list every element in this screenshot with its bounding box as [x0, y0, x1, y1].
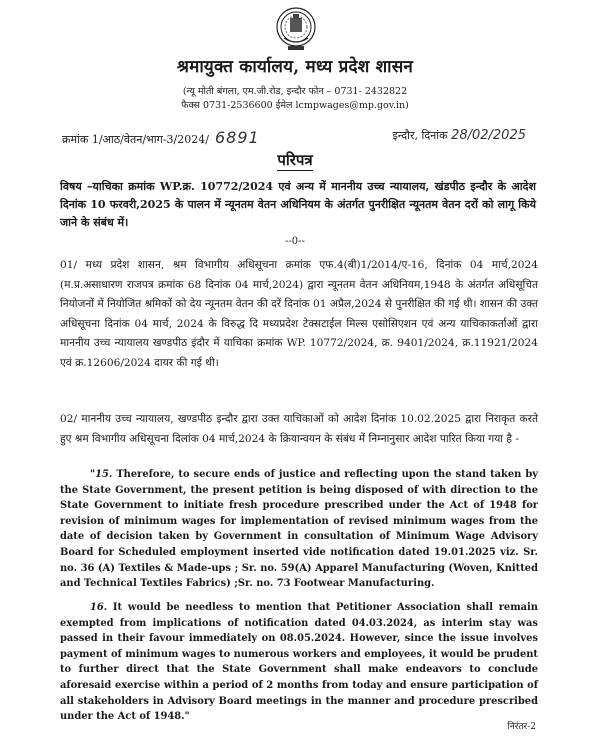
circular-title — [0, 150, 590, 170]
office-title: श्रमायुक्त कार्यालय, मध्य प्रदेश शासन — [176, 57, 414, 77]
place-date-label: इन्दौर, दिनांक — [392, 129, 448, 142]
reference-number — [62, 128, 260, 147]
subject-line: विषय –याचिका क्रमांक WP.क्र. 10772/2024 एवं अन्य में माननीय उच्च न्यायालय, खंडपीठ इन्दौर के आदेश दिनांक 10 फरवरी,2025 के पालन में न्यूनतम वेतन अधिनियम के अंतर्गत पुनरीक्षित न्यूनतम वेतन दरों को लागू किये जाने के संबंध में। — [60, 180, 536, 229]
court-order-quote-16 — [60, 600, 538, 725]
separator: --0-- — [285, 236, 305, 247]
reference-number-label: क्रमांक 1/आठ/वेतन/भाग-3/2024/ — [62, 133, 209, 146]
date-handwritten: 28/02/2025 — [451, 128, 526, 143]
quote-number: "15. — [90, 469, 113, 480]
circular-title-text: परिपत्र — [277, 151, 313, 169]
office-contact: फैक्स 0731-2536600 ईमेल lcmpwages@mp.gov.in) — [181, 100, 409, 111]
reference-number-handwritten: 6891 — [214, 128, 260, 147]
continuation-marker: निरंतर-2 — [507, 722, 536, 732]
state-emblem-icon — [274, 6, 318, 52]
quote-text: It would be needless to mention that Petitioner Association shall remain exempted from implications of notification dated 04.03.2024, as interim stay was passed in their favour immediately on 08.05.2024. However, since the issue involves payment of minimum wages to numerous workers and employees, it would be prudent to further direct that the State Government shall make endeavors to conclude aforesaid exercise within a period of 2 months from today and ensure participation of all stakeholders in Advisory Board meetings in the manner and procedure prescribed under the Act of 1948." — [60, 602, 538, 723]
court-order-quote-15 — [60, 467, 538, 592]
quote-number: 16. — [90, 602, 108, 613]
office-address: (न्यू मोती बंगला, एम.जी.रोड, इन्दौर फोन – 0731- 2432822 — [182, 86, 408, 97]
quote-text: Therefore, to secure ends of justice and reflecting upon the stand taken by the State Government, the present petition is being disposed of with direction to the State Government to initiate fresh procedure prescribed under the Act of 1948 for revision of minimum wages for implementation of revised minimum wages from the date of decision taken by Government in consultation of Minimum Wage Advisory Board for Scheduled employment inserted vide notification dated 19.01.2025 viz. Sr. no. 36 (A) Textiles & Made-ups ; Sr. no. 59(A) Apparel Manufacturing (Woven, Knitted and Technical Textiles Fabrics) ;Sr. no. 73 Footwear Manufacturing. — [60, 469, 538, 590]
place-date — [392, 128, 526, 143]
paragraph-01: 01/ मध्य प्रदेश शासन, श्रम विभागीय अधिसूचना क्रमांक एफ.4(बी)1/2014/ए-16, दिनांक 04 मार्च,2024 (म.प्र.असाधारण राजपत्र क्रमांक 68 दिनांक 04 मार्च,2024) द्वारा न्यूनतम वेतन अधिनियम,1948 के अंतर्गत अधिसूचित नियोजनों में नियोजित श्रमिकों को देय न्यूनतम वेतन की दरें दिनांक 01 अप्रैल,2024 से पुनरीक्षित की गई थी। शासन की उक्त अधिसूचना दिनांक 04 मार्च, 2024 के विरुद्ध दि मध्यप्रदेश टेक्सटाईल मिल्स एसोसिएशन एवं अन्य याचिकाकर्ताओं द्वारा माननीय उच्च न्यायालय खण्डपीठ इंदौर में याचिका क्रमांक WP. 10772/2024, क्र. 9401/2024, क्र.11921/2024 एवं क्र.12606/2024 दायर की गई थी। — [60, 259, 538, 369]
paragraph-02: 02/ माननीय उच्च न्यायालय, खण्डपीठ इन्दौर द्वारा उक्त याचिकाओं को आदेश दिनांक 10.02.2025 द्वारा निराकृत करते हुए श्रम विभागीय अधिसूचना दिलांक 04 मार्च,2024 के क्रियान्वयन के संबंध में निम्नानुसार आदेश पारित किया गया है - — [60, 413, 538, 445]
